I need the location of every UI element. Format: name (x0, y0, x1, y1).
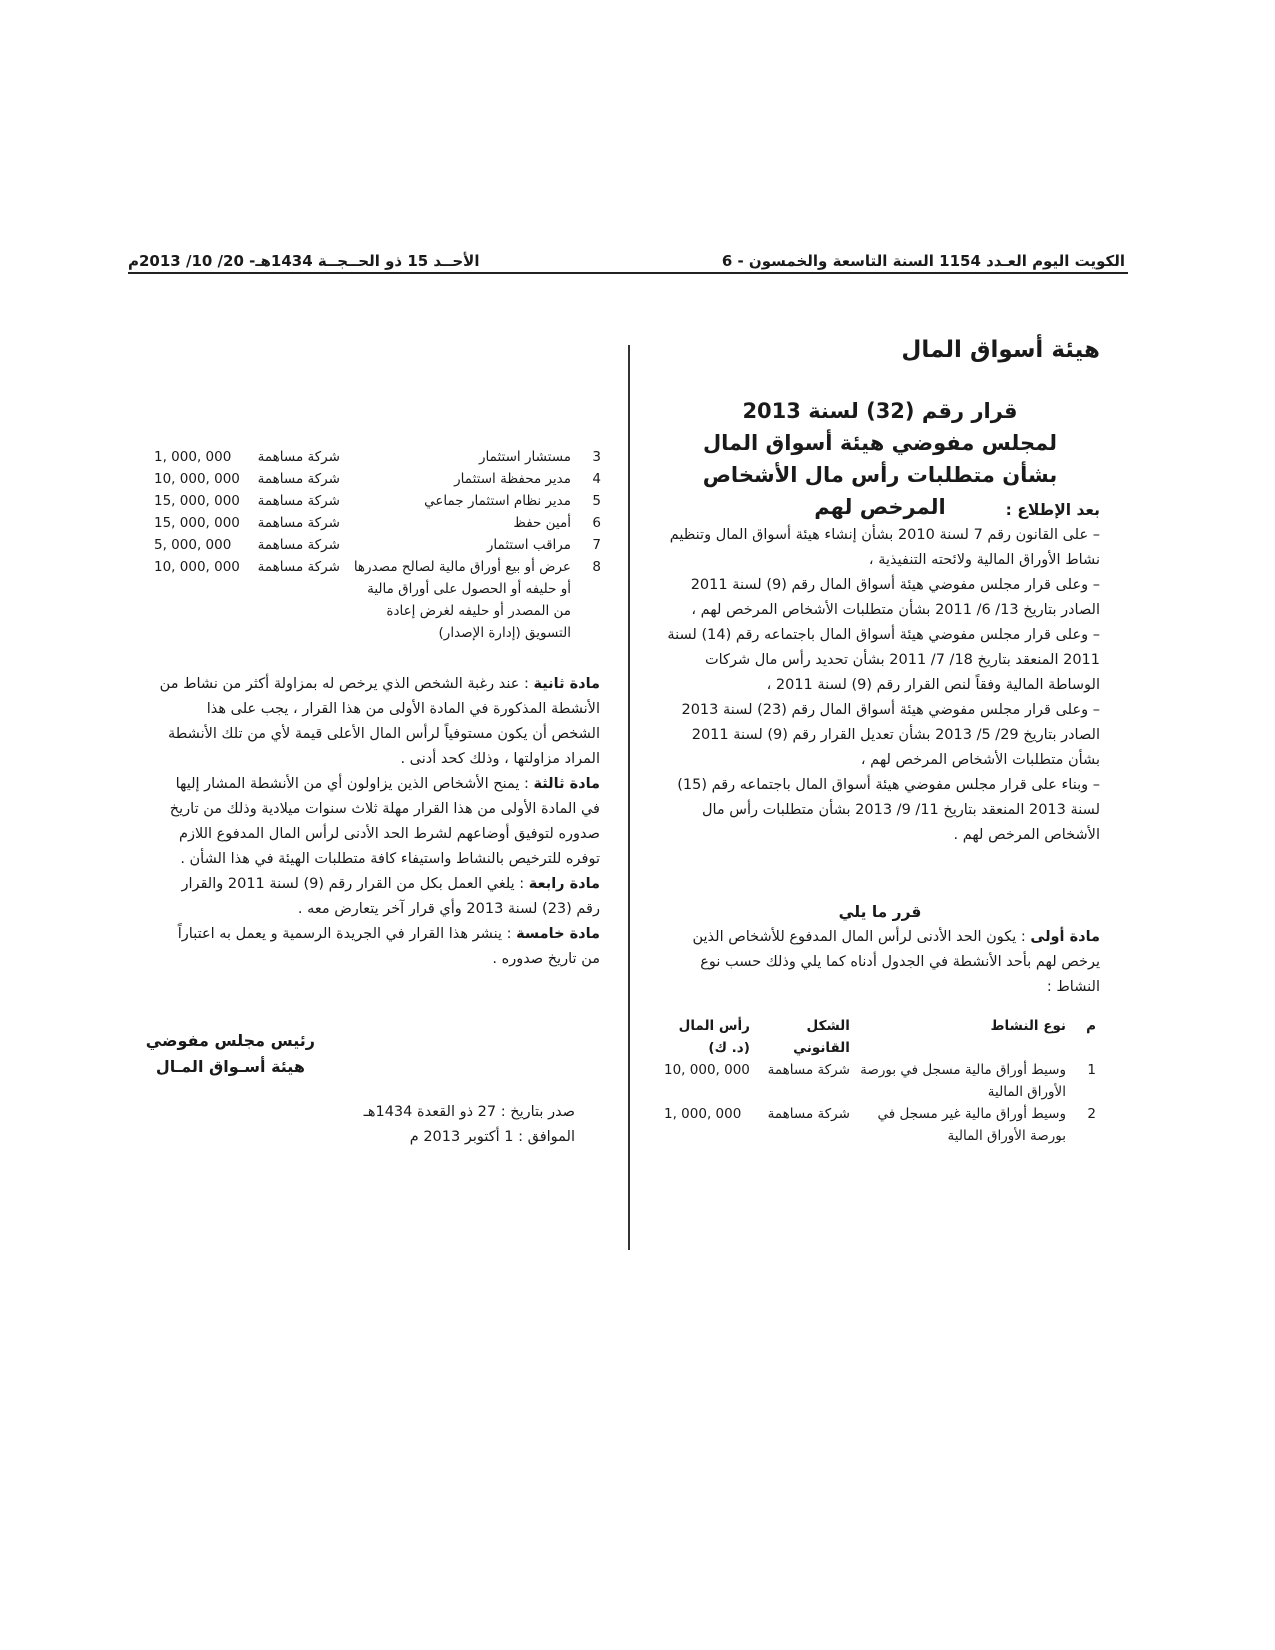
row-capital: 1, 000, 000 (154, 449, 232, 465)
row-form: شركة مساهمة (257, 449, 340, 465)
articles (155, 672, 600, 972)
issue-date-hijri: صدر بتاريخ : 27 ذو القعدة 1434هـ (363, 1104, 575, 1120)
issue-date-gregorian: الموافق : 1 أكتوبر 2013 م (409, 1129, 575, 1145)
signature-block (146, 1028, 315, 1080)
article-5-text: : ينشر هذا القرار في الجريدة الرسمية و يعمل به اعتباراً من تاريخ صدوره . (177, 926, 600, 967)
row-activity: عرض أو بيع أوراق مالية لصالح مصدرها أو حليفه أو الحصول على أوراق مالية من المصدر أو حليفه لغرض إعادة التسويق (إدارة الإصدار) (353, 559, 571, 641)
table-row (660, 1103, 1100, 1147)
article-4-label: مادة رابعة (528, 876, 600, 892)
table-row (150, 534, 605, 556)
decision-title-subject: بشأن متطلبات رأس مال الأشخاص المرخص لهم (702, 463, 1058, 519)
header-rule (128, 272, 1128, 274)
row-capital: 10, 000, 000 (154, 559, 240, 575)
preamble-item: – وعلى قرار مجلس مفوضي هيئة أسواق المال رقم (9) لسنة 2011 الصادر بتاريخ 13/ 6/ 2011 بشأن متطلبات الأشخاص المرخص لهم ، (690, 577, 1100, 618)
row-no: 3 (592, 449, 601, 465)
article-1-text: : يكون الحد الأدنى لرأس المال المدفوع للأشخاص الذين يرخص لهم بأحد الأنشطة في الجدول أدناه كما يلي وذلك حسب نوع النشاط : (692, 929, 1100, 995)
decision-block (660, 900, 1100, 1000)
article-5 (155, 922, 600, 972)
row-form: شركة مساهمة (257, 471, 340, 487)
row-form: شركة مساهمة (257, 515, 340, 531)
row-activity: مستشار استثمار (479, 449, 571, 465)
capital-table-part2 (150, 446, 605, 644)
table-row (150, 556, 605, 644)
article-3-text: : يمنح الأشخاص الذين يزاولون أي من الأنشطة المشار إليها في المادة الأولى من هذا القرار مهلة ثلاث سنوات ميلادية وذلك من تاريخ صدوره لتوفيق أوضاعهم لشرط الحد الأدنى لرأس المال المدفوع اللازم توفره للترخيص بالنشاط واستيفاء كافة متطلبات الهيئة في هذا الشأن . (169, 776, 600, 867)
capital-table-part1 (660, 1015, 1100, 1147)
preamble (660, 498, 1100, 848)
col-header-capital-label: رأس المال (678, 1018, 750, 1034)
row-activity: مدير محفظة استثمار (454, 471, 571, 487)
row-no: 8 (592, 559, 601, 575)
row-capital: 1, 000, 000 (664, 1106, 742, 1122)
col-header-no: م (1086, 1018, 1096, 1034)
decision-title-board: لمجلس مفوضي هيئة أسواق المال (702, 431, 1058, 455)
col-header-activity: نوع النشاط (990, 1018, 1066, 1034)
col-header-form: الشكل القانوني (793, 1018, 850, 1056)
table-row (150, 490, 605, 512)
col-header-capital (660, 1015, 754, 1059)
table-header-row (660, 1015, 1100, 1059)
issue-date-block (364, 1100, 575, 1150)
row-no: 4 (592, 471, 601, 487)
row-capital: 15, 000, 000 (154, 515, 240, 531)
signature-title: رئيس مجلس مفوضي (145, 1031, 315, 1050)
column-divider (628, 345, 630, 1250)
row-activity: وسيط أوراق مالية غير مسجل في بورصة الأوراق المالية (877, 1106, 1066, 1144)
row-form: شركة مساهمة (257, 537, 340, 553)
row-no: 7 (592, 537, 601, 553)
preamble-heading: بعد الإطلاع : (1005, 501, 1100, 519)
row-capital: 10, 000, 000 (154, 471, 240, 487)
table-row (150, 446, 605, 468)
row-no: 1 (1087, 1062, 1096, 1078)
article-1-label: مادة أولى (1030, 929, 1100, 945)
article-2-text: : عند رغبة الشخص الذي يرخص له بمزاولة أكثر من نشاط من الأنشطة المذكورة في المادة الأولى من هذا القرار ، يجب على هذا الشخص أن يكون مستوفياً لرأس المال الأعلى قيمة لأي من تلك الأنشطة المراد مزاولتها ، وذلك كحد أدنى . (159, 676, 600, 767)
row-no: 2 (1087, 1106, 1096, 1122)
row-activity: مدير نظام استثمار جماعي (424, 493, 571, 509)
table-row (150, 512, 605, 534)
article-2 (155, 672, 600, 772)
preamble-item: – على القانون رقم 7 لسنة 2010 بشأن إنشاء هيئة أسواق المال وتنظيم نشاط الأوراق المالية ولائحته التنفيذية ، (669, 527, 1100, 568)
row-activity: وسيط أوراق مالية مسجل في بورصة الأوراق المالية (860, 1062, 1066, 1100)
row-no: 5 (592, 493, 601, 509)
agency-name: هيئة أسواق المال (901, 337, 1100, 363)
row-form: شركة مساهمة (767, 1106, 850, 1122)
table-row (660, 1059, 1100, 1103)
preamble-item: – وعلى قرار مجلس مفوضي هيئة أسواق المال رقم (23) لسنة 2013 الصادر بتاريخ 29/ 5/ 2013 بشأن تعديل القرار رقم (9) لسنة 2011 بشأن متطلبات الأشخاص المرخص لهم ، (681, 702, 1100, 768)
row-capital: 5, 000, 000 (154, 537, 232, 553)
col-header-capital-unit: (د. ك) (708, 1040, 750, 1056)
article-2-label: مادة ثانية (533, 676, 600, 692)
article-4 (155, 872, 600, 922)
preamble-item: – وعلى قرار مجلس مفوضي هيئة أسواق المال باجتماعه رقم (14) لسنة 2011 المنعقد بتاريخ 18/ 7/ 2011 بشأن تحديد رأس مال شركات الوساطة المالية وفقاً لنص القرار رقم (9) لسنة 2011 ، (667, 627, 1100, 693)
header-issue-info: الكويت اليوم العـدد 1154 السنة التاسعة والخمسون - 6 (721, 252, 1125, 270)
table-row (150, 468, 605, 490)
decision-title-number: قرار رقم (32) لسنة 2013 (742, 399, 1018, 423)
article-3-label: مادة ثالثة (533, 776, 600, 792)
row-activity: مراقب استثمار (486, 537, 571, 553)
article-3 (155, 772, 600, 872)
row-no: 6 (592, 515, 601, 531)
header-date: الأحــد 15 ذو الحــجــة 1434هـ- 20/ 10/ 2013م (128, 252, 480, 270)
row-activity: أمين حفظ (513, 515, 571, 531)
article-5-label: مادة خامسة (516, 926, 600, 942)
preamble-item: – وبناء على قرار مجلس مفوضي هيئة أسواق المال باجتماعه رقم (15) لسنة 2013 المنعقد بتاريخ 11/ 9/ 2013 بشأن متطلبات رأس مال الأشخاص المرخص لهم . (677, 777, 1100, 843)
row-form: شركة مساهمة (257, 559, 340, 575)
decision-heading: قرر ما يلي (838, 903, 922, 921)
row-form: شركة مساهمة (767, 1062, 850, 1078)
signature-org: هيئة أسـواق المـال (155, 1057, 305, 1076)
article-4-text: : يلغي العمل بكل من القرار رقم (9) لسنة 2011 والقرار رقم (23) لسنة 2013 وأي قرار آخر يتعارض معه . (181, 876, 600, 917)
article-1 (660, 925, 1100, 1000)
row-capital: 10, 000, 000 (664, 1062, 750, 1078)
row-capital: 15, 000, 000 (154, 493, 240, 509)
row-form: شركة مساهمة (257, 493, 340, 509)
